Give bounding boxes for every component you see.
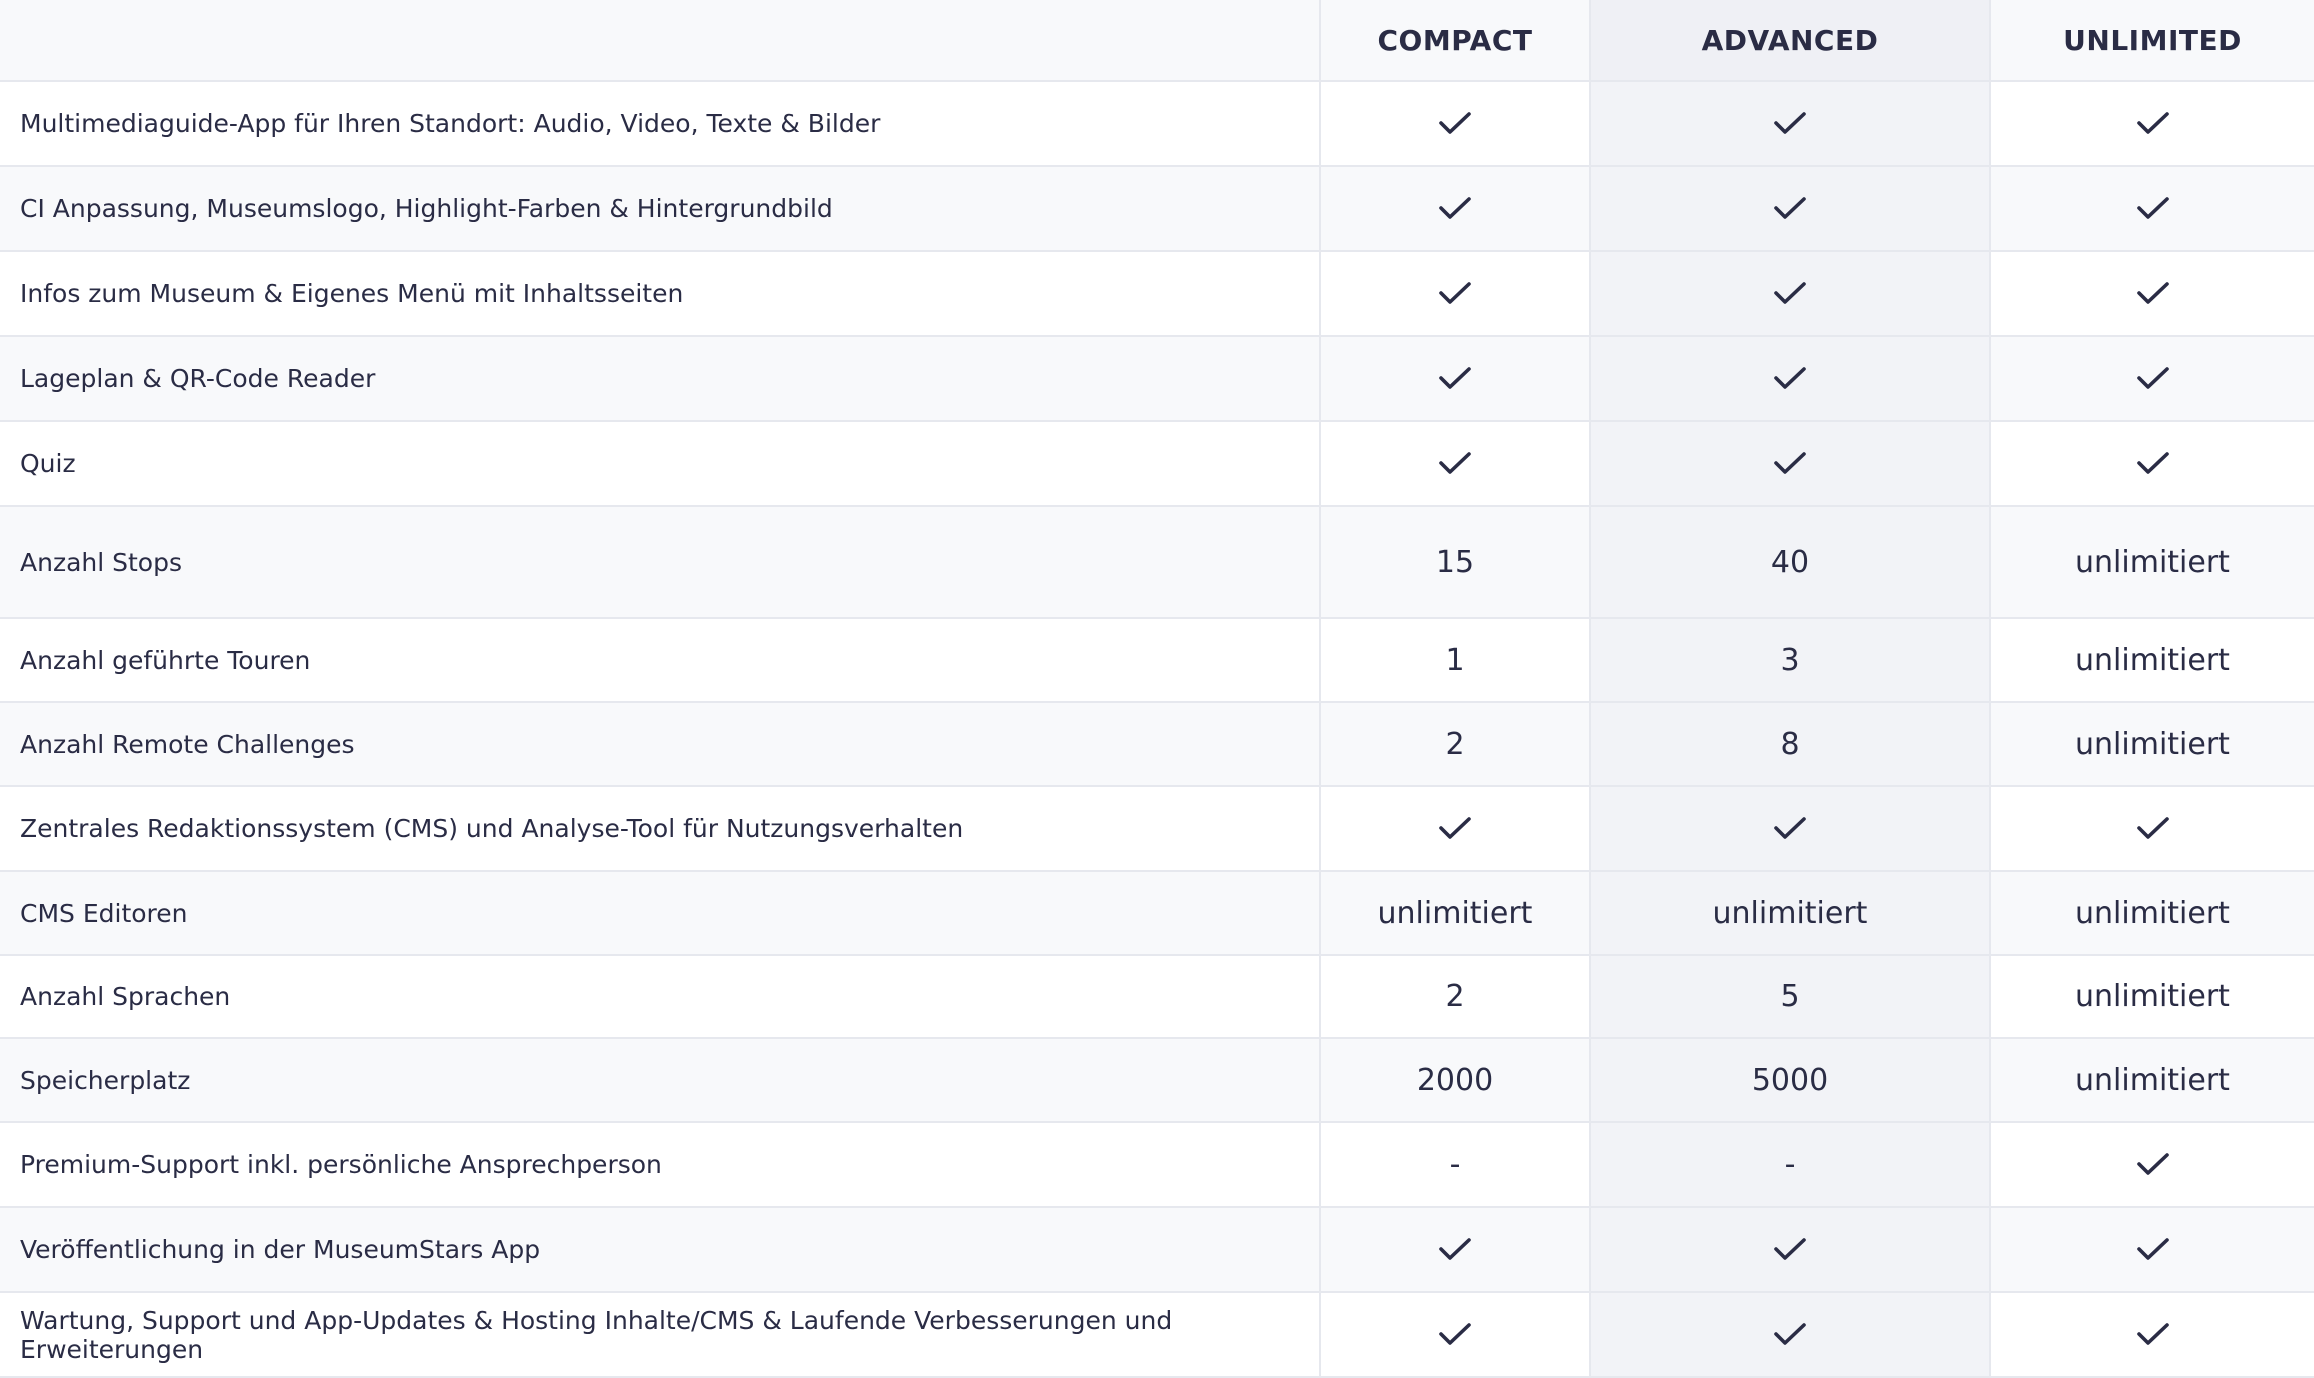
feature-label: Premium-Support inkl. persönliche Ansprechperson — [0, 1123, 1321, 1206]
table-row — [0, 1039, 2314, 1123]
plan-cell-unlimited — [1991, 507, 2314, 617]
plan-cell-unlimited — [1991, 787, 2314, 870]
header-feature-cell — [0, 0, 1321, 80]
feature-label: CMS Editoren — [0, 872, 1321, 954]
feature-label: Speicherplatz — [0, 1039, 1321, 1121]
table-row — [0, 872, 2314, 956]
plan-value: unlimitiert — [1377, 895, 1533, 931]
plan-cell-advanced — [1591, 507, 1991, 617]
check-icon — [1438, 1237, 1472, 1263]
table-row — [0, 787, 2314, 872]
plan-cell-compact — [1321, 1039, 1591, 1121]
feature-label: Infos zum Museum & Eigenes Menü mit Inhaltsseiten — [0, 252, 1321, 335]
plan-value: unlimitiert — [2075, 979, 2230, 1014]
plan-value: 1 — [1445, 642, 1465, 678]
feature-label: Wartung, Support und App-Updates & Hosting Inhalte/CMS & Laufende Verbesserungen und Erweiterungen — [0, 1293, 1321, 1376]
plan-value: unlimitiert — [2075, 544, 2230, 580]
plan-value: 8 — [1780, 726, 1800, 762]
check-icon — [1438, 1322, 1472, 1348]
plan-cell-advanced — [1591, 703, 1991, 785]
plan-cell-advanced — [1591, 1208, 1991, 1291]
check-icon — [2136, 111, 2170, 137]
plan-cell-advanced — [1591, 82, 1991, 165]
check-icon — [2136, 281, 2170, 307]
feature-label: Anzahl Sprachen — [0, 956, 1321, 1037]
check-icon — [2136, 816, 2170, 842]
table-row — [0, 703, 2314, 787]
plan-value: unlimitiert — [2075, 1062, 2230, 1098]
plan-cell-compact — [1321, 422, 1591, 505]
plan-cell-compact — [1321, 167, 1591, 250]
table-row — [0, 82, 2314, 167]
check-icon — [1438, 366, 1472, 392]
column-header-compact — [1321, 0, 1591, 80]
plan-cell-advanced — [1591, 1123, 1991, 1206]
check-icon — [1773, 281, 1807, 307]
check-icon — [1773, 1322, 1807, 1348]
check-icon — [1438, 281, 1472, 307]
plan-cell-advanced — [1591, 1293, 1991, 1376]
column-header-label: UNLIMITED — [2063, 23, 2242, 57]
plan-cell-compact — [1321, 703, 1591, 785]
plan-cell-compact — [1321, 787, 1591, 870]
plan-value: unlimitiert — [2075, 895, 2230, 931]
feature-label: Veröffentlichung in der MuseumStars App — [0, 1208, 1321, 1291]
plan-value: 3 — [1780, 642, 1800, 678]
check-icon — [1773, 366, 1807, 392]
plan-cell-advanced — [1591, 787, 1991, 870]
check-icon — [2136, 1322, 2170, 1348]
feature-label: Lageplan & QR-Code Reader — [0, 337, 1321, 420]
check-icon — [1773, 111, 1807, 137]
plan-cell-unlimited — [1991, 422, 2314, 505]
plan-cell-advanced — [1591, 956, 1991, 1037]
check-icon — [1438, 451, 1472, 477]
plan-cell-compact — [1321, 956, 1591, 1037]
check-icon — [2136, 1152, 2170, 1178]
plan-value: 2 — [1445, 979, 1465, 1014]
plan-cell-unlimited — [1991, 252, 2314, 335]
plan-value: 5000 — [1751, 1062, 1829, 1098]
plan-cell-unlimited — [1991, 619, 2314, 701]
column-header-label: ADVANCED — [1701, 23, 1879, 57]
plan-value: - — [1784, 1147, 1796, 1182]
column-header-advanced — [1591, 0, 1991, 80]
feature-label: Anzahl geführte Touren — [0, 619, 1321, 701]
feature-label: Multimediaguide-App für Ihren Standort: Audio, Video, Texte & Bilder — [0, 82, 1321, 165]
plan-cell-unlimited — [1991, 1039, 2314, 1121]
check-icon — [2136, 366, 2170, 392]
plan-cell-compact — [1321, 1293, 1591, 1376]
check-icon — [2136, 451, 2170, 477]
plan-cell-advanced — [1591, 167, 1991, 250]
feature-label: Anzahl Stops — [0, 507, 1321, 617]
table-row — [0, 1123, 2314, 1208]
column-header-unlimited — [1991, 0, 2314, 80]
check-icon — [2136, 196, 2170, 222]
plan-cell-unlimited — [1991, 167, 2314, 250]
plan-cell-unlimited — [1991, 1208, 2314, 1291]
plan-cell-unlimited — [1991, 872, 2314, 954]
plan-cell-unlimited — [1991, 956, 2314, 1037]
column-header-label: COMPACT — [1377, 23, 1533, 57]
check-icon — [1438, 111, 1472, 137]
plan-cell-compact — [1321, 337, 1591, 420]
plan-cell-compact — [1321, 82, 1591, 165]
plan-value: - — [1449, 1147, 1461, 1182]
plan-cell-unlimited — [1991, 703, 2314, 785]
plan-cell-advanced — [1591, 1039, 1991, 1121]
plan-cell-unlimited — [1991, 337, 2314, 420]
check-icon — [1773, 1237, 1807, 1263]
plan-cell-advanced — [1591, 422, 1991, 505]
table-row — [0, 1208, 2314, 1293]
check-icon — [1438, 816, 1472, 842]
plan-value: 5 — [1780, 979, 1800, 1014]
plan-cell-compact — [1321, 1123, 1591, 1206]
table-row — [0, 619, 2314, 703]
feature-label: Zentrales Redaktionssystem (CMS) und Analyse-Tool für Nutzungsverhalten — [0, 787, 1321, 870]
plan-cell-unlimited — [1991, 82, 2314, 165]
plan-cell-advanced — [1591, 337, 1991, 420]
check-icon — [1438, 196, 1472, 222]
check-icon — [1773, 816, 1807, 842]
feature-label: Anzahl Remote Challenges — [0, 703, 1321, 785]
plan-value: 15 — [1435, 544, 1475, 580]
feature-label: CI Anpassung, Museumslogo, Highlight-Farben & Hintergrundbild — [0, 167, 1321, 250]
plan-cell-advanced — [1591, 619, 1991, 701]
table-row — [0, 956, 2314, 1039]
table-row — [0, 1293, 2314, 1378]
plan-cell-advanced — [1591, 872, 1991, 954]
plan-cell-compact — [1321, 1208, 1591, 1291]
check-icon — [2136, 1237, 2170, 1263]
check-icon — [1773, 451, 1807, 477]
table-row — [0, 507, 2314, 619]
plan-value: 2 — [1445, 726, 1465, 762]
table-header-row — [0, 0, 2314, 82]
table-row — [0, 167, 2314, 252]
plan-value: unlimitiert — [1712, 895, 1868, 931]
table-row — [0, 252, 2314, 337]
plan-cell-compact — [1321, 252, 1591, 335]
plan-value: unlimitiert — [2075, 642, 2230, 678]
plan-value: unlimitiert — [2075, 726, 2230, 762]
plan-cell-unlimited — [1991, 1123, 2314, 1206]
check-icon — [1773, 196, 1807, 222]
plan-cell-unlimited — [1991, 1293, 2314, 1376]
table-row — [0, 422, 2314, 507]
plan-value: 40 — [1770, 544, 1810, 580]
plan-value: 2000 — [1416, 1062, 1494, 1098]
plan-cell-compact — [1321, 619, 1591, 701]
feature-label: Quiz — [0, 422, 1321, 505]
plan-cell-advanced — [1591, 252, 1991, 335]
plan-cell-compact — [1321, 507, 1591, 617]
plan-cell-compact — [1321, 872, 1591, 954]
table-row — [0, 337, 2314, 422]
